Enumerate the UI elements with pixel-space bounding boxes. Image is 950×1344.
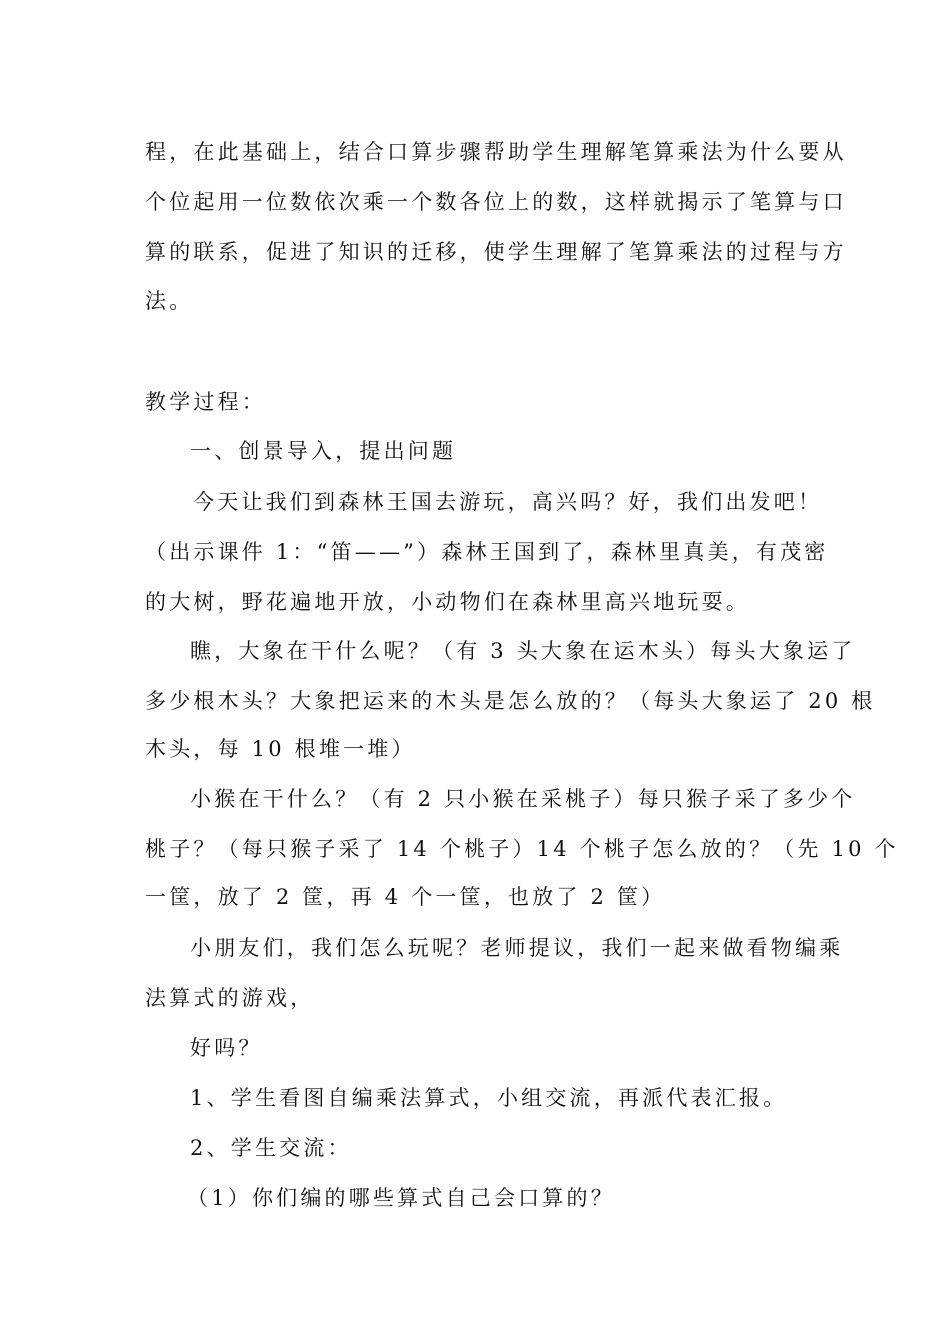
para-1-line-2: （出示课件 1：“笛——”）森林王国到了，森林里真美，有茂密 [145, 540, 829, 564]
para-4-line-1: 小朋友们，我们怎么玩呢？老师提议，我们一起来做看物编乘 [190, 936, 844, 960]
para-2-line-1: 瞧，大象在干什么呢？（有 3 头大象在运木头）每头大象运了 [190, 639, 856, 663]
para-2-line-2: 多少根木头？大象把运来的木头是怎么放的？（每头大象运了 20 根 [145, 689, 876, 713]
intro-line-3: 算的联系，促进了知识的迁移，使学生理解了笔算乘法的过程与方 [145, 240, 847, 264]
para-2-line-3: 木头，每 10 根堆一堆） [145, 737, 416, 761]
para-3-line-2: 桃子？（每只猴子采了 14 个桃子）14 个桃子怎么放的？（先 10 个 [145, 837, 899, 861]
list-item-2: 2、学生交流： [190, 1136, 352, 1160]
intro-line-1: 程，在此基础上，结合口算步骤帮助学生理解笔算乘法为什么要从 [145, 140, 847, 164]
list-item-1: 1、学生看图自编乘法算式，小组交流，再派代表汇报。 [190, 1086, 788, 1110]
para-4-line-3: 好吗？ [190, 1036, 263, 1060]
para-4-line-2: 法算式的游戏， [145, 986, 315, 1010]
intro-line-2: 个位起用一位数依次乘一个数各位上的数，这样就揭示了笔算与口 [145, 190, 847, 214]
para-1-line-1: 今天让我们到森林王国去游玩，高兴吗？好，我们出发吧！ [193, 490, 823, 514]
process-heading: 教学过程： [145, 390, 266, 414]
para-3-line-3: 一筐，放了 2 筐，再 4 个一筐，也放了 2 筐） [145, 885, 666, 909]
section-1-heading: 一、创景导入，提出问题 [190, 439, 457, 463]
sub-item-1: （1）你们编的哪些算式自己会口算的？ [187, 1186, 615, 1210]
intro-line-4: 法。 [145, 289, 194, 313]
para-1-line-3: 的大树，野花遍地开放，小动物们在森林里高兴地玩耍。 [145, 590, 750, 614]
para-3-line-1: 小猴在干什么？（有 2 只小猴在采桃子）每只猴子采了多少个 [190, 787, 856, 811]
